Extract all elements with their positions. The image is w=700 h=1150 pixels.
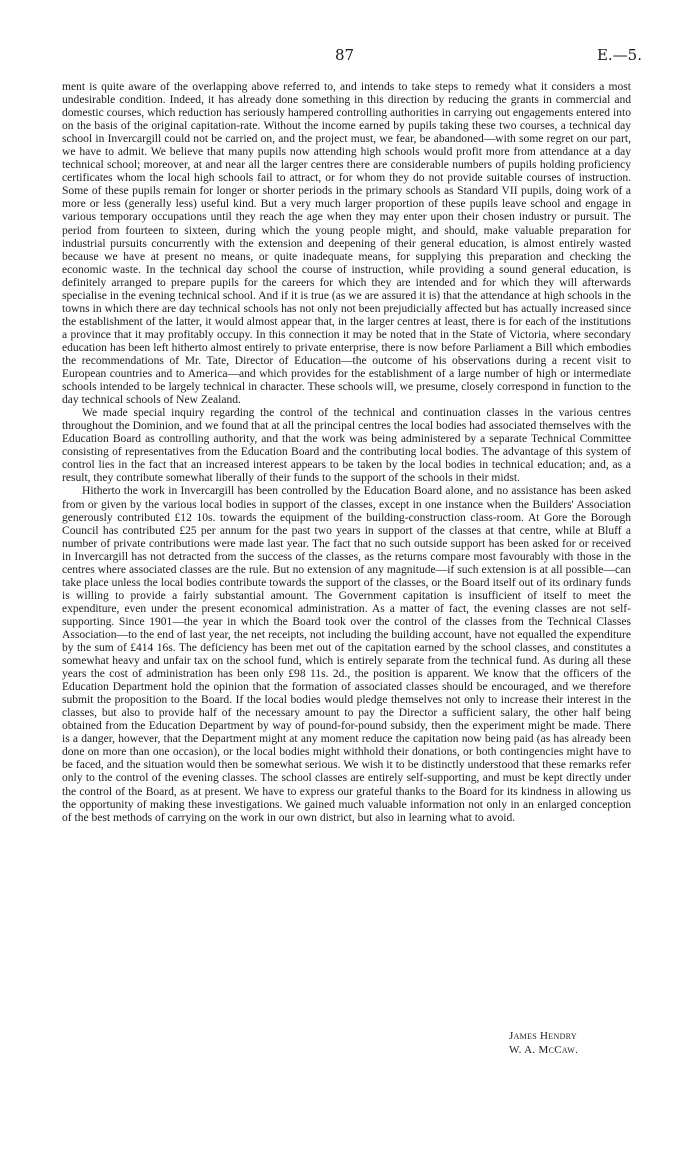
document-body — [62, 81, 631, 825]
document-reference: E.—5. — [596, 46, 642, 64]
signature-block — [509, 1029, 578, 1057]
paragraph: Hitherto the work in Invercargill has been controlled by the Education Board alone, and no assistance has been asked from or given by the various local bodies in support of the classes, except in one instance when the Builders' Association generously contributed £12 10s. towards the equipment of the building-construction class-room. At Gore the Borough Council has contributed £25 per annum for the past two years in support of the classes at that centre, while at Bluff a number of private contributions were made last year. The fact that no such outside support has been asked for or received in Invercargill has not detracted from the success of the classes, as the returns compare most favourably with those in the centres where associated classes are the rule. But no extension of any magnitude—if such extension is at all possible—can take place unless the local bodies contribute towards the support of the classes, or the Board itself out of its ordinary funds is willing to provide a fairly substantial amount. The Government capitation is insufficient of itself to meet the expenditure, even under the present economical administration. As a matter of fact, the evening classes are not self-supporting. Since 1901—the year in which the Board took over the control of the classes from the Technical Classes Association—to the end of last year, the net receipts, not including the building account, have not equalled the expenditure by the sum of £414 16s. The deficiency has been met out of the capitation earned by the school classes, and constitutes a somewhat heavy and unfair tax on the school fund, which is entirely separate from the technical fund. As during all these years the cost of administration has been only £98 11s. 2d., the position is apparent. We know that the officers of the Education Department hold the opinion that the formation of associated classes should be encouraged, and we therefore submit the proposition to the Board. If the local bodies would pledge themselves not only to increase their interest in the classes, but also to provide half of the necessary amount to pay the Director a sufficient salary, the other half being obtained from the Education Department by way of pound-for-pound subsidy, then the experiment might be made. There is a danger, however, that the Department might at any moment reduce the capitation now being paid (as has already been done on more than one occasion), or the local bodies might withhold their donations, or both contingencies might have to be faced, and the situation would then be somewhat serious. We wish it to be distinctly understood that these remarks refer only to the control of the evening classes. The school classes are entirely self-supporting, and must be kept directly under the control of the Board, as at present. We have to express our grateful thanks to the Board for its kindness in allowing us the opportunity of making these investigations. We gained much valuable information not only in an enlarged conception of the best methods of carrying on the work in our own district, but also in learning what to avoid. — [62, 485, 631, 824]
page-header — [0, 46, 700, 66]
paragraph: ment is quite aware of the overlapping above referred to, and intends to take steps to remedy what it considers a most undesirable condition. Indeed, it has already done something in this direction by reducing the grants in commercial and domestic courses, which reduction has seriously hampered controlling authorities in carrying out engagements entered into on the basis of the original capitation-rate. Without the income earned by pupils taking these two courses, a technical day school in Invercargill could not be carried on, and the project must, we fear, be abandoned—with some regret on our part, we have to admit. We believe that many pupils now attending high schools would profit more from attendance at a day technical school; moreover, at and near all the larger centres there are considerable numbers of pupils holding proficiency certificates whom the local high schools fail to attract, or for whom they do not provide suitable courses of instruction. Some of these pupils remain for longer or shorter periods in the primary schools as Standard VII pupils, doing work of a more or less (generally less) useful kind. But a very much larger proportion of these pupils leave school and engage in various temporary occupations until they reach the age when they may enter upon their chosen industry or pursuit. The period from fourteen to sixteen, during which the young people might, and should, make valuable preparation for industrial pursuits concurrently with the extension and deepening of their general education, is almost entirely wasted because we have at present no means, or quite inadequate means, for supplying this preparation and checking the economic waste. In the technical day school the course of instruction, while providing a sound general education, is definitely arranged to prepare pupils for the careers for which they are intended and for which they will afterwards specialise in the evening technical school. And if it is true (as we are assured it is) that the attendance at high schools in the towns in which there are day technical schools has not only not been prejudicially affected but has actually increased since the establishment of the latter, it would almost appear that, in the larger centres at least, there is for each of the institutions a province that it may profitably occupy. In this connection it may be noted that in the State of Victoria, where secondary education has been left hitherto almost entirely to private enterprise, there is now before Parliament a Bill which embodies the recommendations of Mr. Tate, Director of Education—the outcome of his observations during a recent visit to European countries and to America—and which provides for the establishment of a large number of high or intermediate schools intended to be largely technical in character. These schools will, we presume, closely correspond in function to the day technical schools of New Zealand. — [62, 81, 631, 407]
page-number: 87 — [335, 46, 355, 64]
paragraph: We made special inquiry regarding the control of the technical and continuation classes in the various centres throughout the Dominion, and we found that at all the principal centres the local bodies had associated themselves with the Education Board as controlling authority, and that the work was being administered by a separate Technical Committee consisting of representatives from the Education Board and the contributing local bodies. The advantage of this system of control lies in the fact that an increased interest appears to be taken by the local bodies in technical education; and, as a result, they contribute somewhat liberally of their funds to the support of the schools in their midst. — [62, 407, 631, 485]
signature-name: W. A. McCaw. — [509, 1044, 579, 1056]
signature-name: James Hendry — [509, 1030, 577, 1042]
